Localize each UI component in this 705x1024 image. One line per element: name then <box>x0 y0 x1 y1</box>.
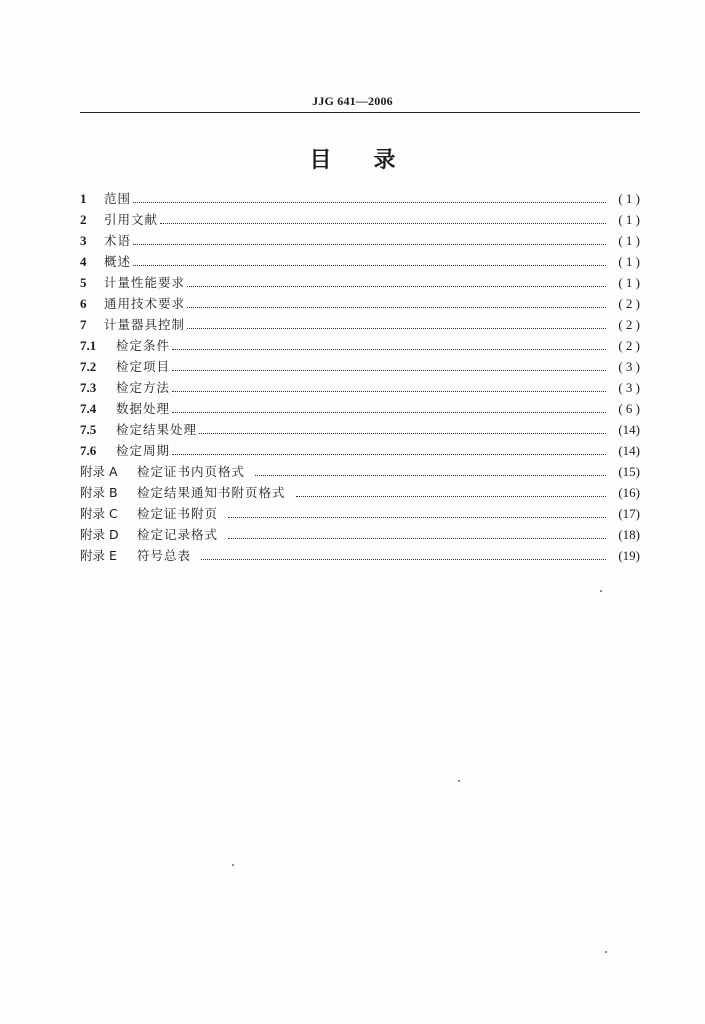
toc-entry-number: 1 <box>80 191 87 206</box>
toc-entry-label: 范围 <box>104 191 132 206</box>
toc-dot-leader <box>172 349 606 350</box>
toc-entry-number: 6 <box>80 296 87 311</box>
toc-entry[interactable] <box>80 440 640 461</box>
toc-dot-leader <box>133 244 606 245</box>
toc-entry-number: 附录 B <box>80 485 118 500</box>
toc-entry[interactable] <box>80 335 640 356</box>
toc-entry-number: 7.4 <box>80 401 97 416</box>
toc-entry-number: 附录 A <box>80 464 118 479</box>
scan-speck <box>605 951 607 953</box>
toc-entry-number: 4 <box>80 254 87 269</box>
toc-entry-label: 检定结果处理 <box>116 422 198 437</box>
toc-dot-leader <box>133 265 606 266</box>
toc-dot-leader <box>296 496 606 497</box>
toc-entry-label: 数据处理 <box>116 401 171 416</box>
toc-entry-page-number: ( 3 ) <box>618 359 640 374</box>
toc-entry-label: 检定周期 <box>116 443 171 458</box>
toc-entry-page-number: ( 2 ) <box>618 338 640 353</box>
toc-entry-number: 5 <box>80 275 87 290</box>
toc-entry-page-number: ( 1 ) <box>618 275 640 290</box>
toc-entry[interactable] <box>80 524 640 545</box>
toc-entry-label: 概述 <box>104 254 132 269</box>
scan-speck <box>600 590 602 592</box>
toc-entry[interactable] <box>80 419 640 440</box>
toc-entry-number: 7 <box>80 317 87 332</box>
toc-entry-page-number: ( 1 ) <box>618 212 640 227</box>
toc-entry-number: 附录 E <box>80 548 117 563</box>
toc-entry-label: 计量性能要求 <box>104 275 186 290</box>
toc-entry-number: 附录 C <box>80 506 118 521</box>
toc-entry[interactable] <box>80 293 640 314</box>
toc-entry-number: 7.6 <box>80 443 97 458</box>
toc-entry[interactable] <box>80 545 640 566</box>
toc-entry-page-number: ( 3 ) <box>618 380 640 395</box>
toc-dot-leader <box>199 433 606 434</box>
toc-entry[interactable] <box>80 230 640 251</box>
toc-entry-page-number: (18) <box>618 527 640 542</box>
toc-dot-leader <box>187 328 606 329</box>
toc-entry-number: 2 <box>80 212 87 227</box>
toc-entry-label: 检定记录格式 <box>137 527 219 542</box>
toc-entry-page-number: ( 1 ) <box>618 191 640 206</box>
toc-title-char-2: 录 <box>373 148 396 173</box>
toc-entry-label: 检定方法 <box>116 380 171 395</box>
toc-entry-label: 检定条件 <box>116 338 171 353</box>
toc-entry-label: 检定项目 <box>116 359 171 374</box>
toc-entry-page-number: (17) <box>618 506 640 521</box>
toc-entry-page-number: ( 6 ) <box>618 401 640 416</box>
toc-entry-page-number: (19) <box>618 548 640 563</box>
toc-entry-label: 术语 <box>104 233 132 248</box>
toc-entry-page-number: (16) <box>618 485 640 500</box>
toc-entry-page-number: (14) <box>618 443 640 458</box>
toc-entry-page-number: ( 1 ) <box>618 254 640 269</box>
toc-entry-page-number: (14) <box>618 422 640 437</box>
toc-dot-leader <box>187 307 606 308</box>
toc-entry-label: 检定结果通知书附页格式 <box>137 485 286 500</box>
toc-dot-leader <box>172 370 606 371</box>
toc-dot-leader <box>133 202 606 203</box>
toc-entry-page-number: ( 2 ) <box>618 317 640 332</box>
toc-entry-label: 计量器具控制 <box>104 317 186 332</box>
toc-dot-leader <box>172 412 606 413</box>
toc-title <box>0 143 705 174</box>
toc-dot-leader <box>255 475 606 476</box>
toc-dot-leader <box>160 223 606 224</box>
toc-entry[interactable] <box>80 503 640 524</box>
toc-entry-page-number: ( 1 ) <box>618 233 640 248</box>
toc-entry-label: 检定证书附页 <box>137 506 219 521</box>
toc-dot-leader <box>172 454 606 455</box>
toc-dot-leader <box>187 286 606 287</box>
toc-entry[interactable] <box>80 377 640 398</box>
toc-entry-page-number: (15) <box>618 464 640 479</box>
toc-entry[interactable] <box>80 188 640 209</box>
toc-dot-leader <box>201 559 606 560</box>
toc-title-char-1: 目 <box>309 148 332 173</box>
toc-entry[interactable] <box>80 398 640 419</box>
toc-entry-number: 附录 D <box>80 527 119 542</box>
toc-dot-leader <box>172 391 606 392</box>
toc-entry-label: 引用文献 <box>104 212 159 227</box>
toc-entry-number: 7.5 <box>80 422 97 437</box>
toc-dot-leader <box>228 517 606 518</box>
toc-entry[interactable] <box>80 272 640 293</box>
toc-entry[interactable] <box>80 482 640 503</box>
table-of-contents <box>80 188 640 566</box>
scan-speck <box>232 864 234 866</box>
toc-entry-page-number: ( 2 ) <box>618 296 640 311</box>
toc-entry-number: 7.1 <box>80 338 97 353</box>
toc-entry[interactable] <box>80 461 640 482</box>
toc-entry[interactable] <box>80 314 640 335</box>
scan-speck <box>458 780 460 782</box>
toc-entry-label: 通用技术要求 <box>104 296 186 311</box>
toc-entry[interactable] <box>80 209 640 230</box>
toc-entry-label: 符号总表 <box>137 548 192 563</box>
standard-code-header: JJG 641—2006 <box>312 94 393 108</box>
toc-entry-number: 7.3 <box>80 380 97 395</box>
toc-entry-number: 7.2 <box>80 359 97 374</box>
toc-entry-number: 3 <box>80 233 87 248</box>
toc-entry[interactable] <box>80 251 640 272</box>
header-rule <box>80 112 640 113</box>
toc-entry[interactable] <box>80 356 640 377</box>
toc-entry-label: 检定证书内页格式 <box>137 464 246 479</box>
toc-dot-leader <box>228 538 606 539</box>
